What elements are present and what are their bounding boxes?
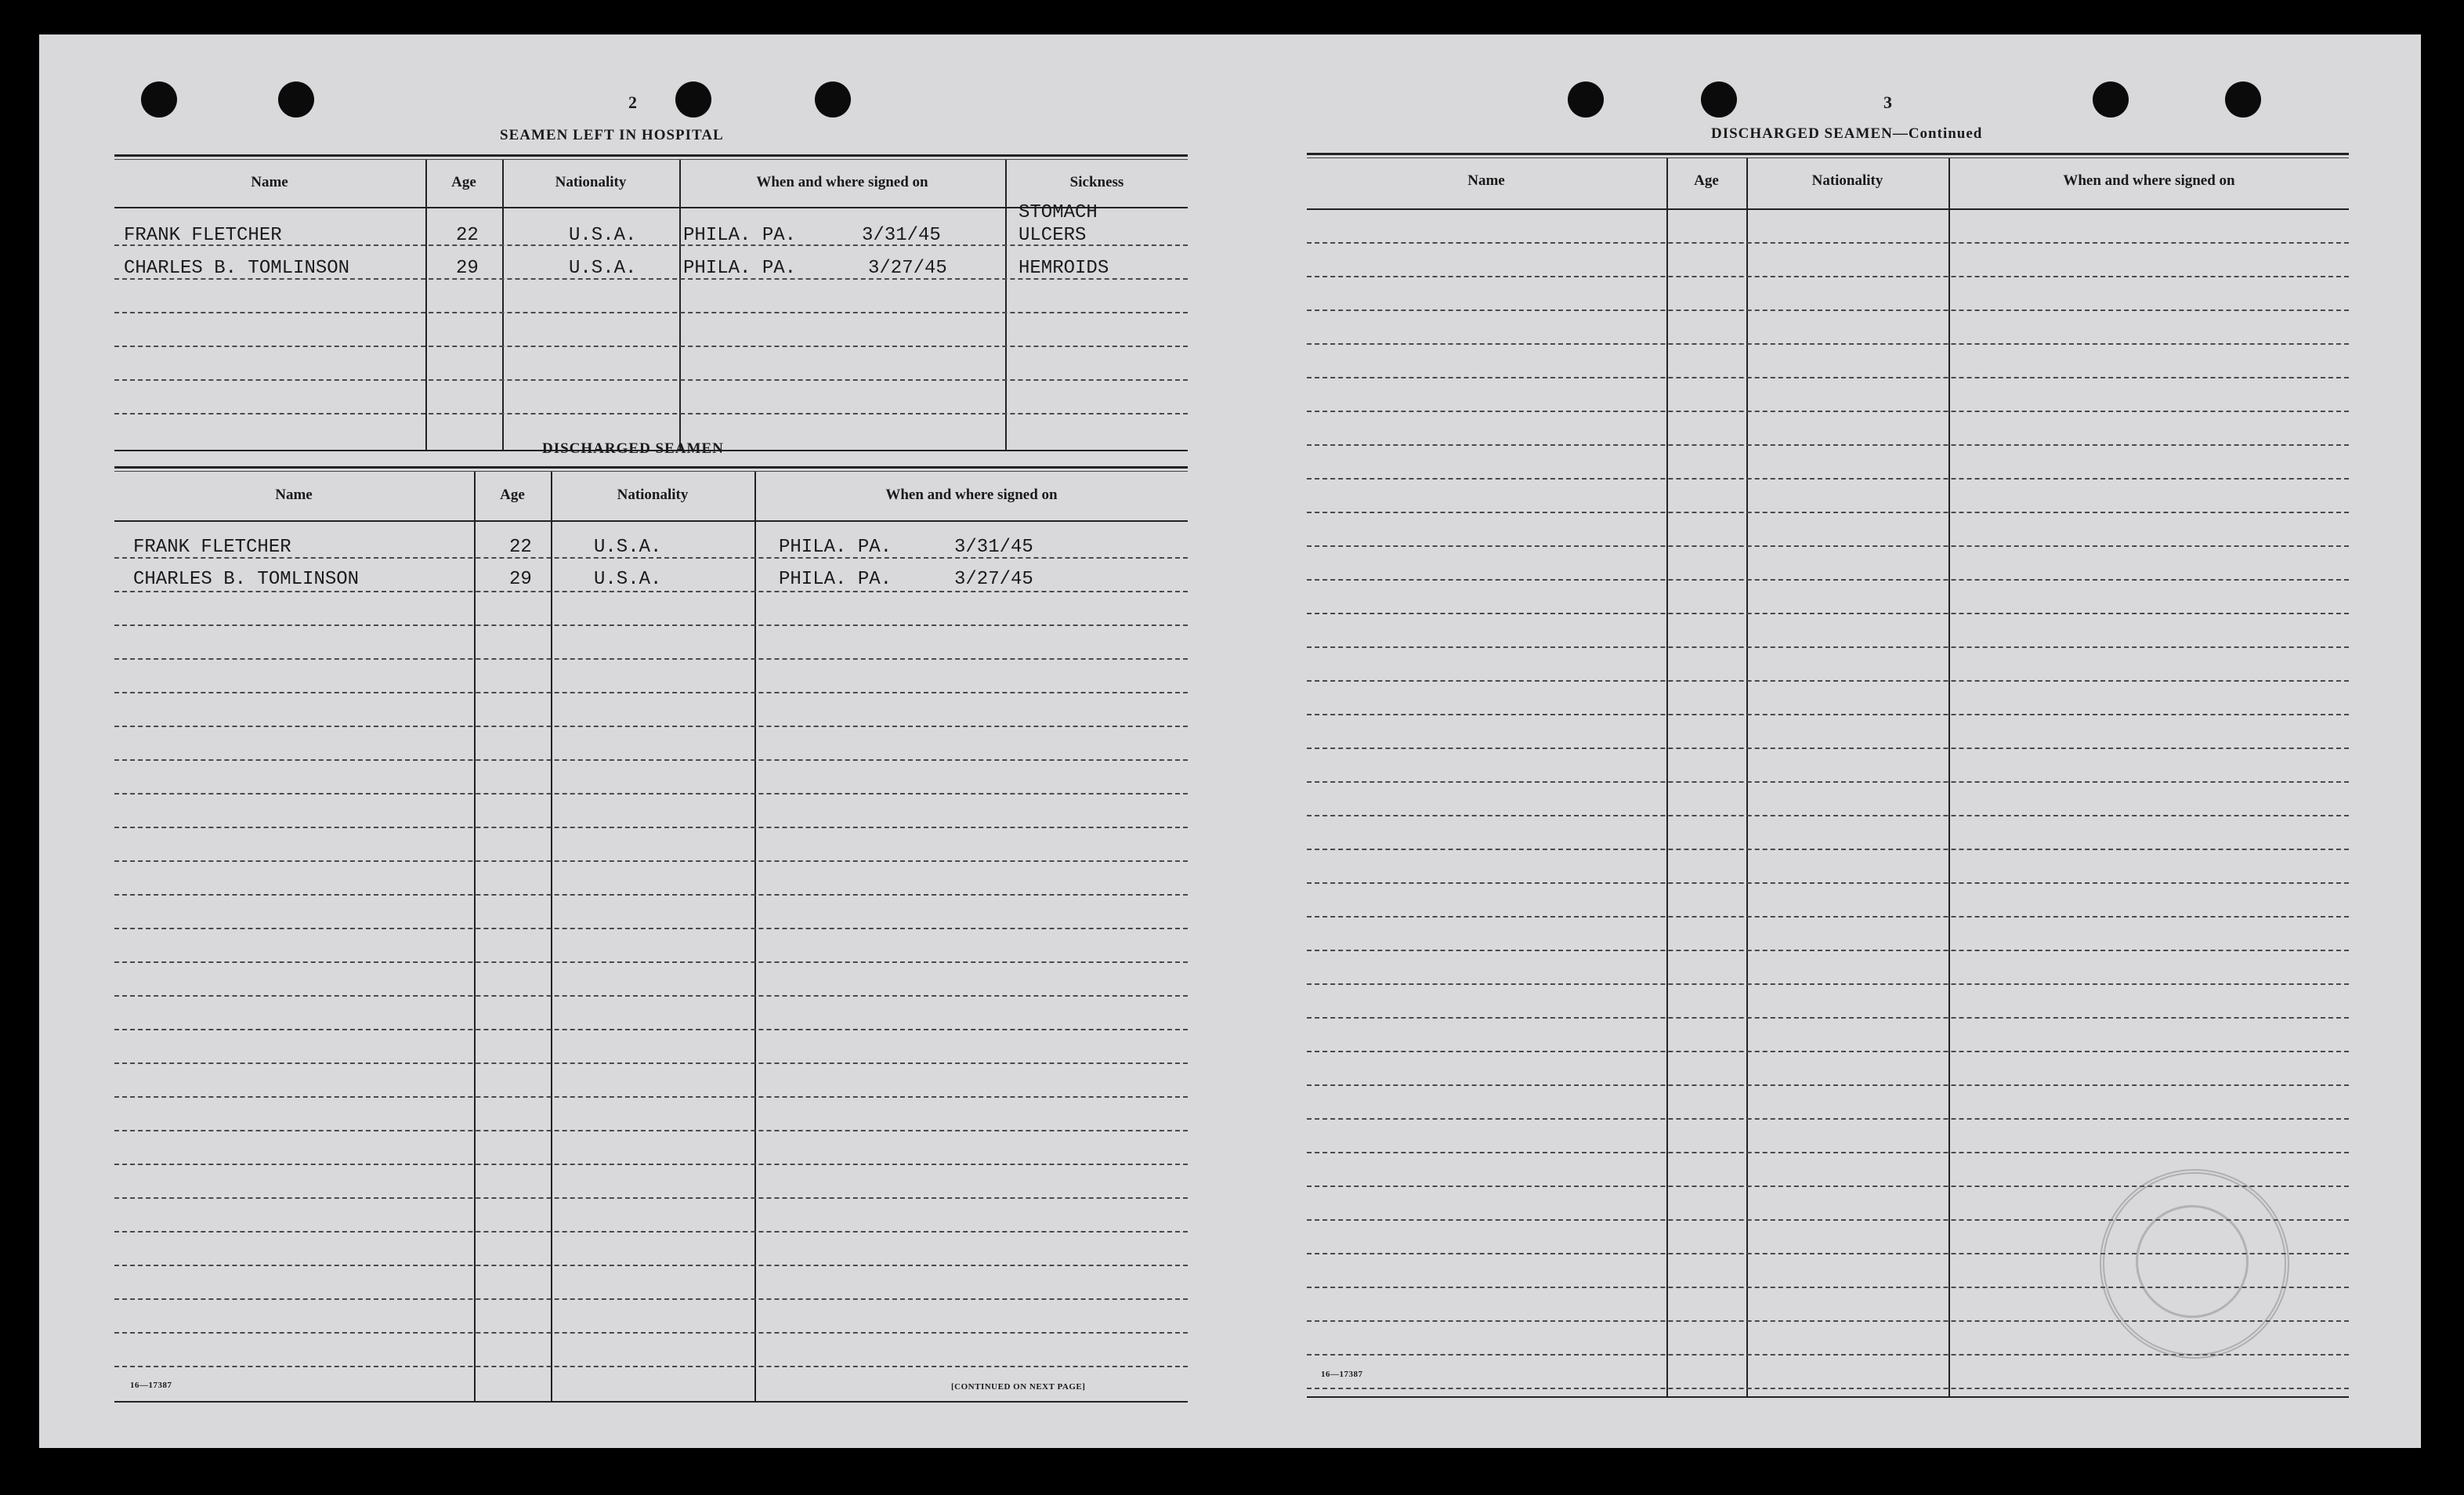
hospital-row-1-sickness-2: ULCERS bbox=[1019, 225, 1087, 246]
row-line bbox=[114, 1130, 1188, 1131]
punch-hole bbox=[2225, 81, 2261, 118]
punch-hole bbox=[1701, 81, 1737, 118]
document-sheet bbox=[39, 34, 2421, 1448]
row-line bbox=[1307, 579, 2349, 581]
row-line bbox=[114, 658, 1188, 660]
left-page bbox=[39, 34, 1214, 1448]
row-line bbox=[114, 1366, 1188, 1367]
row-line bbox=[114, 961, 1188, 963]
row-line bbox=[114, 1029, 1188, 1030]
hospital-row-2-name: CHARLES B. TOMLINSON bbox=[124, 258, 350, 279]
row-line bbox=[114, 244, 1188, 246]
row-line bbox=[114, 557, 1188, 559]
col-header-age: Age bbox=[500, 487, 525, 503]
table-top-rule bbox=[114, 466, 1188, 472]
row-line bbox=[1307, 882, 2349, 884]
table-top-rule bbox=[1307, 153, 2349, 158]
row-line bbox=[114, 793, 1188, 795]
col-header-name: Name bbox=[251, 174, 288, 190]
page-number: 3 bbox=[1883, 92, 1892, 112]
col-header-sickness: Sickness bbox=[1069, 174, 1124, 190]
row-line bbox=[114, 1265, 1188, 1266]
row-line bbox=[1307, 377, 2349, 378]
row-line bbox=[1307, 242, 2349, 244]
row-line bbox=[1307, 1152, 2349, 1153]
col-header-nationality: Nationality bbox=[555, 174, 627, 190]
column-divider bbox=[551, 472, 552, 1401]
row-line bbox=[1307, 1118, 2349, 1120]
row-line bbox=[114, 624, 1188, 626]
row-line bbox=[114, 1096, 1188, 1098]
row-line bbox=[1307, 1017, 2349, 1019]
table-bottom-rule bbox=[114, 1401, 1188, 1403]
discharged-row-1-age: 22 bbox=[509, 537, 532, 558]
row-line bbox=[1307, 613, 2349, 614]
column-divider bbox=[502, 160, 504, 451]
hospital-row-2-sickness: HEMROIDS bbox=[1019, 258, 1109, 279]
row-line bbox=[114, 827, 1188, 828]
col-header-nationality: Nationality bbox=[617, 487, 689, 503]
hospital-row-1-date: 3/31/45 bbox=[862, 225, 941, 246]
receipt-stamp bbox=[2100, 1169, 2289, 1359]
row-line bbox=[114, 1231, 1188, 1233]
row-line bbox=[1307, 512, 2349, 513]
row-line bbox=[114, 1164, 1188, 1165]
row-line bbox=[1307, 781, 2349, 783]
hospital-row-1-nationality: U.S.A. bbox=[569, 225, 637, 246]
row-line bbox=[114, 726, 1188, 727]
punch-hole bbox=[1568, 81, 1604, 118]
discharged-row-1-place: PHILA. PA. bbox=[779, 537, 892, 558]
row-line bbox=[1307, 1051, 2349, 1052]
page-number: 2 bbox=[628, 92, 637, 112]
row-line bbox=[1307, 1388, 2349, 1389]
row-line bbox=[114, 928, 1188, 929]
row-line bbox=[1307, 478, 2349, 480]
discharged-row-1-nationality: U.S.A. bbox=[594, 537, 662, 558]
section-title-discharged: DISCHARGED SEAMEN bbox=[542, 440, 724, 457]
punch-hole bbox=[278, 81, 314, 118]
row-line bbox=[1307, 714, 2349, 715]
discharged-row-2-date: 3/27/45 bbox=[954, 569, 1033, 590]
hospital-row-1-name: FRANK FLETCHER bbox=[124, 225, 282, 246]
discharged-row-2-age: 29 bbox=[509, 569, 532, 590]
section-title-discharged-continued: DISCHARGED SEAMEN—Continued bbox=[1711, 125, 1983, 142]
row-line bbox=[1307, 276, 2349, 277]
row-line bbox=[114, 278, 1188, 280]
hospital-row-1-place: PHILA. PA. bbox=[683, 225, 797, 246]
discharged-row-1-date: 3/31/45 bbox=[954, 537, 1033, 558]
col-header-signed-on: When and where signed on bbox=[756, 174, 928, 190]
row-line bbox=[114, 692, 1188, 693]
hospital-row-2-nationality: U.S.A. bbox=[569, 258, 637, 279]
row-line bbox=[1307, 748, 2349, 749]
hospital-row-2-age: 29 bbox=[456, 258, 479, 279]
row-line bbox=[114, 1298, 1188, 1300]
column-divider bbox=[1005, 160, 1007, 451]
punch-hole bbox=[675, 81, 711, 118]
row-line bbox=[1307, 444, 2349, 446]
row-line bbox=[1307, 680, 2349, 682]
row-line bbox=[114, 1197, 1188, 1199]
hospital-row-1-sickness-1: STOMACH bbox=[1019, 202, 1098, 223]
discharged-row-2-name: CHARLES B. TOMLINSON bbox=[133, 569, 360, 590]
row-line bbox=[114, 759, 1188, 761]
row-line bbox=[114, 860, 1188, 862]
table-top-rule bbox=[114, 154, 1188, 160]
header-divider bbox=[1307, 208, 2349, 210]
continued-note: [CONTINUED ON NEXT PAGE] bbox=[951, 1382, 1086, 1392]
row-line bbox=[1307, 916, 2349, 918]
col-header-age: Age bbox=[1694, 172, 1719, 189]
row-line bbox=[1307, 1084, 2349, 1086]
right-page bbox=[1230, 34, 2421, 1448]
col-header-age: Age bbox=[451, 174, 476, 190]
col-header-nationality: Nationality bbox=[1811, 172, 1883, 189]
row-line bbox=[1307, 646, 2349, 648]
row-line bbox=[114, 346, 1188, 347]
row-line bbox=[114, 413, 1188, 414]
col-header-signed-on: When and where signed on bbox=[2063, 172, 2235, 189]
discharged-row-2-nationality: U.S.A. bbox=[594, 569, 662, 590]
col-header-signed-on: When and where signed on bbox=[885, 487, 1058, 503]
row-line bbox=[1307, 343, 2349, 345]
punch-hole bbox=[815, 81, 851, 118]
section-title-hospital: SEAMEN LEFT IN HOSPITAL bbox=[500, 127, 724, 143]
column-divider bbox=[754, 472, 756, 1401]
col-header-name: Name bbox=[1467, 172, 1505, 189]
punch-hole bbox=[141, 81, 177, 118]
discharged-row-2-place: PHILA. PA. bbox=[779, 569, 892, 590]
column-divider bbox=[679, 160, 681, 451]
row-line bbox=[114, 1332, 1188, 1334]
form-number: 16—17387 bbox=[130, 1381, 172, 1390]
hospital-row-2-place: PHILA. PA. bbox=[683, 258, 797, 279]
punch-hole bbox=[2093, 81, 2129, 118]
hospital-row-2-date: 3/27/45 bbox=[868, 258, 947, 279]
row-line bbox=[1307, 849, 2349, 850]
row-line bbox=[1307, 815, 2349, 816]
row-line bbox=[114, 591, 1188, 592]
row-line bbox=[114, 379, 1188, 381]
col-header-name: Name bbox=[275, 487, 313, 503]
form-number: 16—17387 bbox=[1321, 1370, 1363, 1379]
row-line bbox=[1307, 545, 2349, 547]
row-line bbox=[1307, 950, 2349, 951]
row-line bbox=[114, 995, 1188, 997]
row-line bbox=[114, 312, 1188, 313]
row-line bbox=[1307, 411, 2349, 412]
discharged-row-1-name: FRANK FLETCHER bbox=[133, 537, 291, 558]
table-bottom-rule bbox=[1307, 1396, 2349, 1398]
hospital-row-1-age: 22 bbox=[456, 225, 479, 246]
row-line bbox=[1307, 983, 2349, 985]
row-line bbox=[114, 894, 1188, 896]
row-line bbox=[1307, 309, 2349, 311]
row-line bbox=[114, 1062, 1188, 1064]
header-divider bbox=[114, 520, 1188, 522]
column-divider bbox=[474, 472, 476, 1401]
column-divider bbox=[425, 160, 427, 451]
